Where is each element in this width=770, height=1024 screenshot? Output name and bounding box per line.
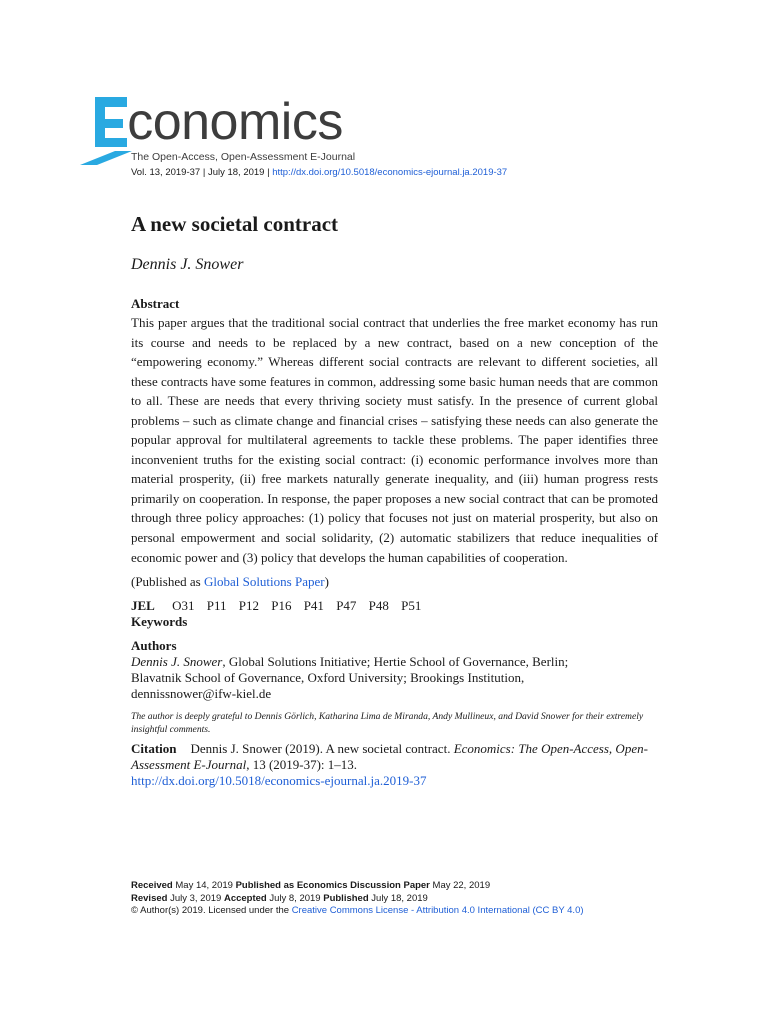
author-affil-name: Dennis J. Snower [131, 654, 223, 669]
history-line-1: Received May 14, 2019 Published as Economics Discussion Paper May 22, 2019 [131, 880, 491, 891]
authors-info: Dennis J. Snower, Global Solutions Initiative; Hertie School of Governance, Berlin; Blavatnik School of Governance, Oxford University; Brookings Institution, dennissnower@ifw-kiel.de [131, 654, 651, 702]
global-solutions-paper-link[interactable]: Global Solutions Paper [203, 574, 325, 589]
license-link[interactable]: Creative Commons License - Attribution 4.0 International (CC BY 4.0) [291, 905, 584, 916]
publication-history [131, 880, 691, 918]
abstract-heading: Abstract [131, 296, 180, 311]
jel-label: JEL [131, 598, 155, 613]
volume-info [131, 167, 507, 178]
jel-codes [131, 598, 430, 614]
jel-code: P12 [238, 598, 259, 613]
paper-title: A new societal contract [131, 212, 339, 236]
doi-link[interactable]: http://dx.doi.org/10.5018/economics-ejournal.ja.2019-37 [272, 167, 508, 178]
citation-label: Citation [131, 741, 177, 756]
license-line: © Author(s) 2019. Licensed under the Creative Commons License - Attribution 4.0 International (CC BY 4.0) [131, 905, 584, 916]
journal-tagline: The Open-Access, Open-Assessment E-Journal [131, 151, 356, 163]
keywords-label: Keywords [131, 614, 188, 629]
published-as: (Published as Global Solutions Paper) [131, 574, 329, 589]
citation-doi-link[interactable]: http://dx.doi.org/10.5018/economics-ejournal.ja.2019-37 [131, 773, 427, 788]
history-line-2: Revised July 3, 2019 Accepted July 8, 2019 Published July 18, 2019 [131, 892, 428, 904]
jel-code: P51 [401, 598, 422, 613]
jel-code: P41 [303, 598, 324, 613]
acknowledgement: The author is deeply grateful to Dennis Görlich, Katharina Lima de Miranda, Andy Mullineux, and David Snower for their extremely insightful comments. [131, 711, 644, 735]
citation: Citation Dennis J. Snower (2019). A new societal contract. Economics: The Open-Access, Open-Assessment E-Journal, 13 (2019-37): 1–13. http://dx.doi.org/10.5018/economics-ejournal.ja.2019-37 [131, 741, 648, 788]
author-affil-line2: Blavatnik School of Governance, Oxford University; Brookings Institution, [131, 670, 525, 685]
author-name: Dennis J. Snower [131, 256, 244, 273]
author-email[interactable]: dennissnower@ifw-kiel.de [131, 686, 272, 701]
jel-code: O31 [172, 598, 195, 613]
volume-text: Vol. 13, 2019-37 | July 18, 2019 | [131, 167, 270, 178]
journal-logo-wordmark: conomics [127, 93, 343, 151]
abstract-text: This paper argues that the traditional social contract that underlies the free market economy has run its course and needs to be replaced by a new contract, based on a new conception of the “empowering economy.” Whereas different social contracts are relevant to different societies, all these contracts have some features in common, addressing some basic human needs that are common to all. These are needs that every thriving society must satisfy. In the presence of current global problems – such as climate change and financial crises – satisfying these needs can also generate the popular approval for multilateral agreements to tackle these problems. The paper identifies three inconvenient truths for the existing social contract: (i) economic performance involves more than material prosperity, (ii) free markets naturally generate inequality, and (iii) human progress rests primarily on cooperation. In response, the paper proposes a new social contract that can be promoted through three policy approaches: (1) policy that focuses not just on material prosperity, but also on personal empowerment and social solidarity, (2) automatic stabilizers that reduce inequalities of economic power and (3) policy that develops the human capabilities of cooperation. [131, 315, 658, 565]
authors-heading: Authors [131, 638, 177, 653]
jel-code: P11 [206, 598, 227, 613]
jel-code: P48 [368, 598, 389, 613]
jel-code: P47 [336, 598, 357, 613]
jel-code: P16 [271, 598, 292, 613]
